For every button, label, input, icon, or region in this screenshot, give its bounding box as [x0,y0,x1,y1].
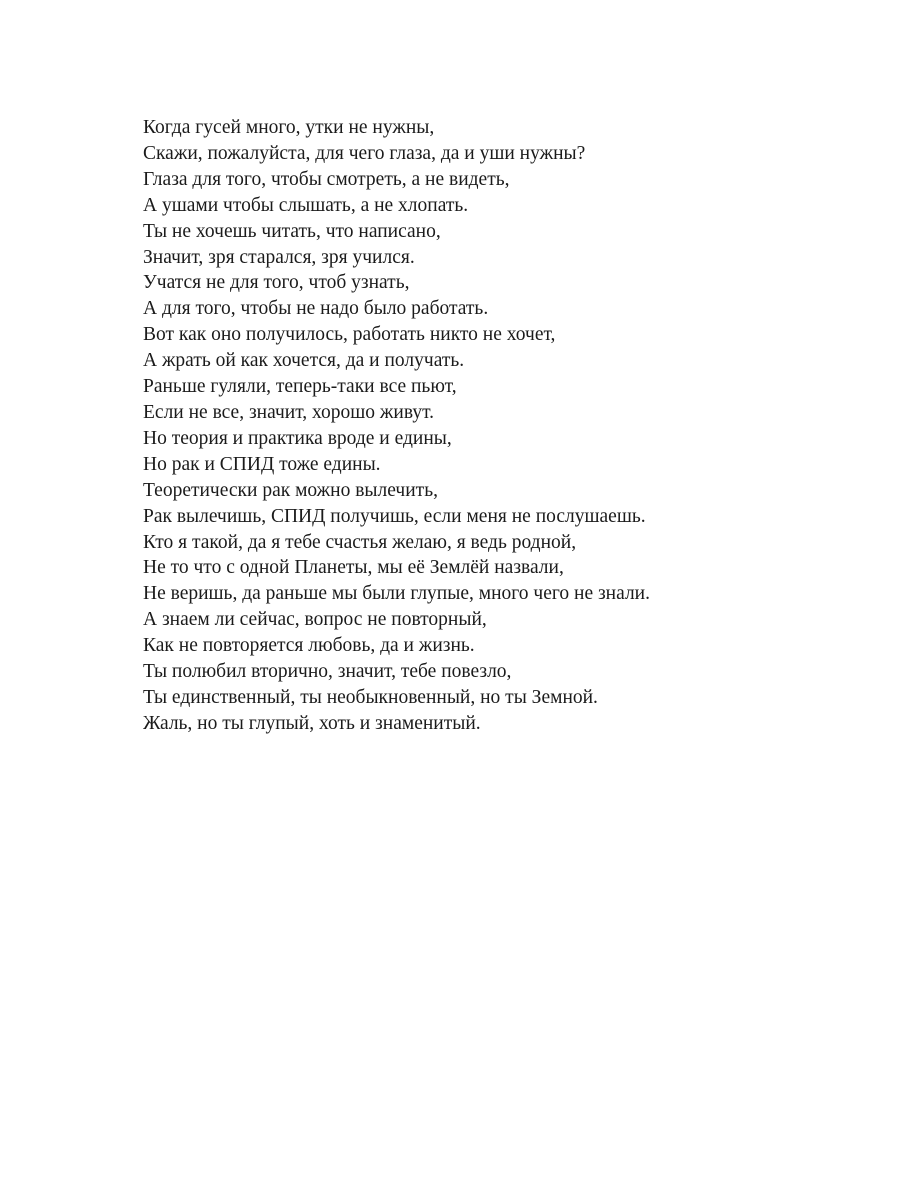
poem-line: Если не все, значит, хорошо живут. [143,401,435,423]
poem-line: Не то что с одной Планеты, мы её Землёй назвали, [143,557,564,579]
poem-line: Кто я такой, да я тебе счастья желаю, я ведь родной, [143,531,577,553]
poem-line: Раньше гуляли, теперь-таки все пьют, [143,376,457,398]
poem-line: А знаем ли сейчас, вопрос не повторный, [143,609,487,631]
poem-line: Скажи, пожалуйста, для чего глаза, да и уши нужны? [143,142,586,164]
poem-line: Ты полюбил вторично, значит, тебе повезло, [143,661,512,683]
poem-line: Не веришь, да раньше мы были глупые, много чего не знали. [143,583,650,605]
poem-line: Теоретически рак можно вылечить, [143,479,438,501]
poem-line: Учатся не для того, чтоб узнать, [143,272,410,294]
poem-line: А для того, чтобы не надо было работать. [143,298,489,320]
poem-line: А жрать ой как хочется, да и получать. [143,350,465,372]
poem-line: Ты единственный, ты необыкновенный, но ты Земной. [143,686,598,708]
poem-text [143,115,863,737]
poem-line: А ушами чтобы слышать, а не хлопать. [143,194,469,216]
poem-line: Ты не хочешь читать, что написано, [143,220,441,242]
poem-line: Но рак и СПИД тоже едины. [143,453,381,475]
poem-line: Когда гусей много, утки не нужны, [143,117,435,138]
poem-line: Рак вылечишь, СПИД получишь, если меня не послушаешь. [143,505,646,527]
poem-line: Глаза для того, чтобы смотреть, а не видеть, [143,168,510,190]
poem-line: Но теория и практика вроде и едины, [143,427,452,449]
poem-line: Вот как оно получилось, работать никто не хочет, [143,324,556,346]
poem-line: Значит, зря старался, зря учился. [143,246,415,268]
poem-line: Как не повторяется любовь, да и жизнь. [143,635,475,657]
poem-line: Жаль, но ты глупый, хоть и знаменитый. [143,712,481,734]
